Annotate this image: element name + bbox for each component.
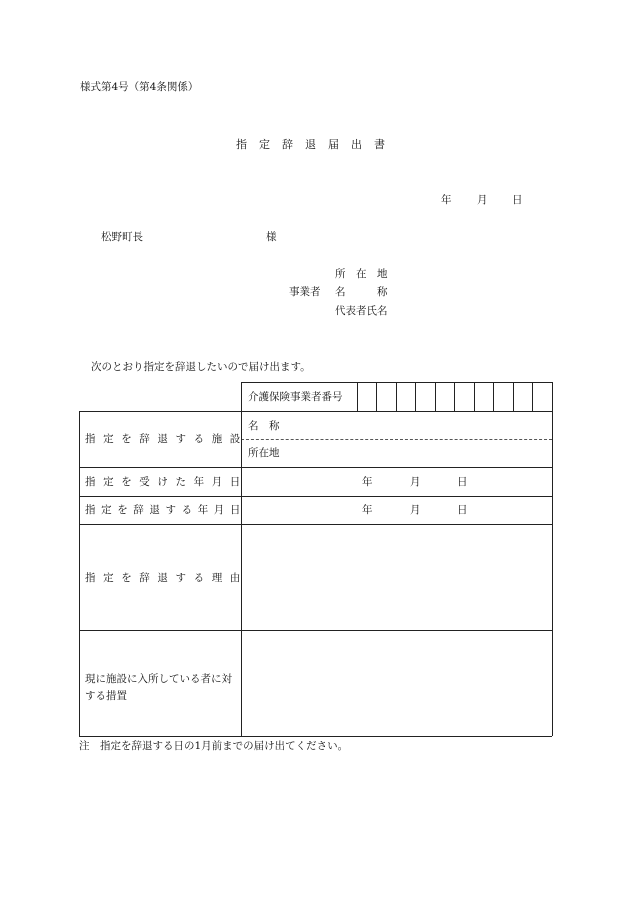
reason-label: 指定を辞退する理由 (85, 572, 248, 584)
insurer-number-digit[interactable] (513, 382, 532, 412)
designated-date-label: 指定を受けた年月日 (85, 476, 248, 488)
insurer-number-digit[interactable] (533, 382, 552, 412)
insurer-number-digit[interactable] (377, 382, 396, 412)
withdraw-year-label: 年 (362, 504, 373, 516)
insurer-number-label: 介護保険事業者番号 (248, 391, 343, 403)
addressee-honorific: 様 (266, 231, 277, 243)
date-year-label: 年 (441, 194, 452, 206)
designated-month-label: 月 (410, 476, 421, 488)
footnote: 注 指定を辞退する日の1月前までの届け出てください。 (79, 740, 349, 752)
applicant-name-label: 名 称 (335, 286, 388, 298)
facility-label: 指定を辞退する施設 (85, 433, 248, 445)
designated-year-label: 年 (362, 476, 373, 488)
applicant-address-label: 所 在 地 (335, 268, 388, 280)
insurer-number-digit[interactable] (474, 382, 493, 412)
withdraw-day-label: 日 (457, 504, 468, 516)
intro-text: 次のとおり指定を辞退したいので届け出ます。 (91, 361, 311, 373)
withdraw-month-label: 月 (410, 504, 421, 516)
measures-label: 現に施設に入所している者に対する措置 (85, 673, 232, 702)
document-title: 指定辞退届出書 (236, 138, 397, 151)
insurer-number-digit[interactable] (435, 382, 454, 412)
insurer-number-digit[interactable] (455, 382, 474, 412)
withdraw-date-label: 指定を辞退する年月日 (85, 504, 246, 516)
insurer-number-digit[interactable] (416, 382, 435, 412)
applicant-rep-label: 代表者氏名 (335, 305, 388, 317)
insurer-number-digit[interactable] (396, 382, 415, 412)
date-month-label: 月 (477, 194, 488, 206)
date-day-label: 日 (512, 194, 523, 206)
addressee-name: 松野町長 (101, 231, 143, 243)
insurer-number-digit[interactable] (357, 382, 376, 412)
facility-name-label: 名 称 (248, 420, 280, 432)
designated-day-label: 日 (457, 476, 468, 488)
form-number: 様式第4号（第4条関係） (80, 81, 199, 93)
facility-address-label: 所在地 (248, 447, 280, 459)
insurer-number-digit[interactable] (494, 382, 513, 412)
applicant-business-label: 事業者 (289, 286, 321, 298)
